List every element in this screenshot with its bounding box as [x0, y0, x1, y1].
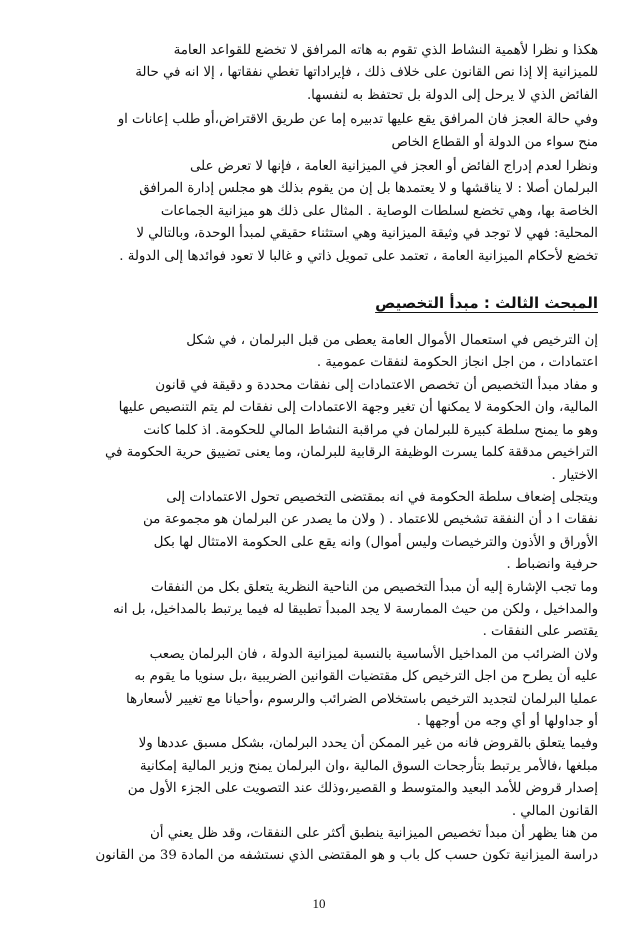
- text-line: حرفية وانضباط .: [506, 557, 598, 573]
- paragraph-intro-1: [38, 40, 598, 107]
- text-line: والمداخيل ، ولكن من حيث الممارسة لا يجد المبدأ تطبيقا له فيما يرتبط بالمداخيل، بل انه: [113, 601, 598, 617]
- text-line: اعتمادات ، من اجل انجاز الحكومة لنفقات عمومية .: [316, 355, 598, 371]
- text-line: التراخيص مدققة كلما يسرت الوظيفة الرقابية للبرلمان، وما يعنى تضييق حرية الحكومة في: [104, 445, 598, 461]
- text-line: مبلغها ،فالأمر يرتبط بتأرجحات السوق المالية ،وان البرلمان يمنح وزير المالية إمكانية: [139, 758, 598, 774]
- paragraph-section-2: [38, 375, 598, 487]
- text-line: الفائض الذي لا يرحل إلى الدولة بل تحتفظ به لنفسها.: [306, 87, 598, 103]
- paragraph-intro-3: [38, 156, 598, 268]
- text-line: ويتجلى إضعاف سلطة الحكومة في انه بمقتضى التخصيص تحول الاعتمادات إلى: [166, 489, 598, 505]
- paragraph-section-7: [38, 823, 598, 868]
- text-line: هكذا و نظرا لأهمية النشاط الذي تقوم به هاته المرافق لا تخضع للقواعد العامة: [173, 43, 598, 58]
- text-line: وفي حالة العجز فان المرافق يقع عليها تدبيره إما عن طريق الاقتراض،أو طلب إعانات او: [117, 112, 598, 128]
- text-line: و مفاد مبدأ التخصيص أن تخصص الاعتمادات إلى نفقات محددة و دقيقة في قانون: [155, 377, 598, 393]
- text-line: إصدار قروض للأمد البعيد والمتوسط و القصير،وذلك عند التصويت على الجزء الأول من: [127, 781, 598, 797]
- paragraph-section-1: [38, 330, 598, 375]
- text-line: الخاصة بها، وهي تخضع لسلطات الوصاية . المثال على ذلك هو ميزانية الجماعات: [160, 203, 598, 219]
- text-line: من هنا يظهر أن مبدأ تخصيص الميزانية ينطبق أكثر على النفقات، وقد ظل يعني أن: [150, 826, 598, 841]
- paragraph-section-6: [38, 733, 598, 823]
- text-line: للميزانية إلا إذا نص القانون على خلاف ذلك ، فإيراداتها تغطي نفقاتها ، إلا انه في حالة: [135, 65, 598, 81]
- page-number: 10: [312, 896, 326, 911]
- text-line: ولان الضرائب من المداخيل الأساسية بالنسبة لميزانية الدولة ، فان البرلمان يصعب: [149, 646, 598, 662]
- text-line: عليه أن يطرح من اجل الترخيص كل مقتضيات القوانين الضريبية ،بل سنويا ما يقوم به: [134, 669, 598, 685]
- text-line: إن الترخيص في استعمال الأموال العامة يعطى من قبل البرلمان ، في شكل: [186, 333, 598, 349]
- text-line: وما تجب الإشارة إليه أن مبدأ التخصيص من الناحية النظرية يتعلق بكل من النفقات: [150, 579, 598, 595]
- text-line: المحلية: فهي لا توجد في وثيقة الميزانية وهي استثناء حقيقي لمبدأ الوحدة، وبالتالي لا: [136, 226, 598, 242]
- text-line: الاختيار .: [551, 467, 598, 483]
- text-line: وهو ما يمنح سلطة كبيرة للبرلمان في مراقبة النشاط المالي للحكومة. اذ كلما كانت: [143, 422, 598, 438]
- section-heading: المبحث الثالث : مبدأ التخصيص: [375, 294, 598, 313]
- text-line: أو جداولها أو أي وجه من أوجهها .: [416, 713, 598, 729]
- text-line: وفيما يتعلق بالقروض فانه من غير الممكن أن يحدد البرلمان، بشكل مسبق عددها ولا: [138, 736, 598, 752]
- text-line: نفقات ا د أن النفقة تشخيص للاعتماد . ( ولان ما يصدر عن البرلمان هو مجموعة من: [143, 512, 598, 528]
- text-line: تخضع لأحكام الميزانية العامة ، تعتمد على تمويل ذاتي و غالبا لا تعود فوائدها إلى الدولة .: [119, 248, 598, 264]
- text-line: عمليا البرلمان لتجديد الترخيص باستخلاص الضرائب والرسوم ،وأحيانا مع تغيير لأسعارها: [125, 691, 598, 707]
- text-line: البرلمان أصلا : لا يناقشها و لا يعتمدها بل إن من يقوم بذلك هو مجلس إدارة المرافق: [139, 181, 598, 197]
- paragraph-section-3: [38, 487, 598, 577]
- text-line: الأوراق و الأذون والترخيصات وليس أموال) وانه يقع على الحكومة الامتثال لها بكل: [153, 534, 598, 550]
- text-line: يقتصر على النفقات .: [482, 624, 598, 640]
- paragraph-section-5: [38, 644, 598, 734]
- text-line: دراسة الميزانية تكون حسب كل باب و هو المقتضى الذي نستشفه من المادة 39 من القانون: [95, 848, 598, 864]
- text-line: منح سواء من الدولة أو القطاع الخاص: [391, 134, 598, 150]
- text-line: ونظرا لعدم إدراج الفائض أو العجز في الميزانية العامة ، فإنها لا تعرض على: [189, 159, 598, 175]
- paragraph-section-4: [38, 577, 598, 644]
- paragraph-intro-2: [38, 109, 598, 154]
- text-line: القانون المالي .: [511, 803, 598, 819]
- text-line: المالية، وان الحكومة لا يمكنها أن تغير وجهة الاعتمادات إلى نفقات لم يتم التنصيص عليها: [118, 400, 598, 416]
